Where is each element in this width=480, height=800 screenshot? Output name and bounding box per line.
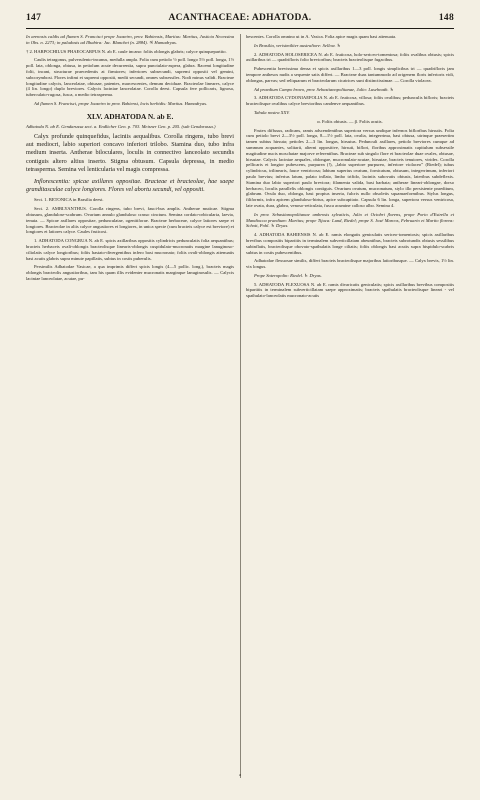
signature-mark: a [239, 772, 241, 777]
running-title: ACANTHACEAE: ADHATODA. [168, 13, 312, 23]
genus-citation: Adhatoda N. ab E. Gendarussa sect. a. Endlicher Gen. p. 703. Meisner Gen. p. 205. (sub Gendarussa.) [26, 123, 216, 129]
left-paragraph: In arenosis caldis ad flumen S. Francisci prope Joazeiro, prov. Bahiensis, Martius: Martius, Justicia Necessina in Obs. n. 2273; in paludosis ad Ilhabira: Jac. Blanchet (n. 2884). ♃ Hamadryas. [26, 34, 234, 45]
species-heading: † 2. HARPOCHILUS PHAEOCARPUS N. ab E. caule incano: foliis oblongis glabris; calyce quinquepartito. [26, 48, 227, 54]
genus-heading: XLV. ADHATODA N. ab E. [86, 111, 174, 121]
genus-inflorescence: Inflorescentia: spicae axillares oppositae. Bracteae et bracteolae, hae saepe granditasculae calyce longiores. Flores vel abortu secundi, vel oppositi. [26, 177, 234, 193]
species-2-description: Pubescentia brevissima densa et spicis axillaribus 1—3 poll. longis simplicibus tri — quadrifloris jam tempore anthesos nudis a sequente satis differt. — Bracteae duas tantummodo ad origenem floris inferioris vidi, oblongas, parvas; sed reliquarum et bracteolarum cicatrices sunt distinctissimae. — Corolla violacea. [246, 66, 454, 83]
species-2-heading: 2. ADHATODA HOLOSERICEA N. ab E. fruticosa, holo-sericeo-tomentosa; foliis ovalibus obtusis; spicis axillaribus tri — quadrifloris folio brevioribus; bracteis bracteolisque fugacibus. [246, 51, 454, 63]
right-paragraph: bescentes. Corolla omnino ut in A. Vasica. Folia apice magis quam basi attenuata. [246, 34, 397, 39]
species-2-locality: Ad praedium Campo bravo, prov. Sebastianopolitanae, Julio: Lusehnath. ♄ [254, 86, 394, 92]
varieties-line: α. Foliis obtusis. — β. Foliis acutis. [317, 118, 383, 124]
left-column [26, 34, 234, 285]
species-1-heading: 1. ADHATODA CONGRUA N. ab E. spicis axillaribus oppositis cylindricis pedunculatis folia aequantibus; bracteis herbaceis ovali-oblongis bracteolisque linearis-oblongis cuspidulato-mucronatis margine lanuginoso-ciliolatis calyce longioribus; foliis hastato-divergentibus infero basi mucronato; foliis ovali-oblongis attenuatis basi acutis glabris supra minute papillatis, subtus in costis puberulis. [26, 238, 234, 261]
species-4-description: Adhatodae flexuosae similis, differt bracteis bracteolisque majoribus latioribusque. — Calyx brevis, 1½ lin. vix longus. [246, 258, 454, 270]
header-rule [26, 28, 454, 29]
right-column [246, 34, 454, 302]
locality-paragraph: Ad flumen S. Francisci, prope Joazeiro in prov. Bahiensi, locis herbidis: Martius. Hamadryas. [34, 100, 208, 106]
species-1-description: Persimilis Adhatodae Vasicae, a qua imprimis differt spicis longis (4—5 pollic. long.), bracteis magis oblongis bracteolis angustioribus, tam his quam illis evidenter mucronatis marginque lanuginosulis. — Calycis laciniae lanceolatae, acutae, pu- [26, 264, 234, 281]
page-number-left: 147 [26, 13, 42, 23]
page-number-right: 148 [438, 13, 454, 23]
section-2: Sect. 2. AMBLYANTHUS. Corolla ringens, tubo brevi, fauci-bus amplis. Antherae muticae. Stigma obtusum, glandulose-scabrum. Ovarium annulo glanduloso crasso cinctum. Semina cordato-orbicularia, laevia, tenuia. — Spicae axillares oppositae, pedunculatae, ogenitiforae. Bracteae herbaceae, calyce latiores saepe et longiores. Bracteolae in aliis calyce angustiores et longiores, in unica specie (cum bracteis calyce est breviore) et longiores et latiores calyce. Caules fruticosi. [26, 206, 234, 235]
locality-paragraph: In Brasilia, verisimiliter australiore: Sellow. ♄ [254, 42, 341, 48]
species-3-locality: In prov. Sebastianopolitanae umbrosis sylvaticis, Julio et Octobri florens, prope Porto d'Estrella et Mandiocca praedium: Martius; prope Tijuca: Lund, Riedel; prope S. José Marcos, Februario et Martio florens: Schott, Pohl. ♄ Dryas. [246, 211, 454, 229]
genus-characters: Calyx profunde quinquefidus, laciniis aequalibus. Corolla ringens, tubo brevi aut mediocri, labio superiori concavo inferiori trilobo. Stamina duo, tubo infra medium inserta. Antherae biloculares, loculis in connectivo lanceolato secundis contiguis altero altius inserto. Stigma obtusum. Capsula depressa, in medio tetrasperma. Semina vel lenticularia vel magis compressa. [26, 132, 234, 174]
species-3-description: Frutex diffusus, radicans, ramis adscendentibus superiora versus undique infernos bifloribus hirsutis. Folia cum petiolo brevi 2—3½ poll. longa, 8—1½ poll. lata, ovalia, integerrima, basi obtusa, utrinque praesertim tamen subtus hirsuta; petioles 2—3 lin. longas, hirsutus. Pedunculi axillares, petiolo breviores cumque ad summum acquantes, solitarii, alterni oppositive, hirsuti, biflori, floribus approximatis capitulum subsessile magitudine nucis moschatae majorve referentibus. Bracteae sub singulo flore et bracteolae duae ovales, obtusae, hirsutae. Calycis laciniae aequales, oblongae, mucronulato-acutae, hirsutae, bracteis tenuiores, virides. Corolla pellicaris et longior pubescens, purpurea (!), „labio superiore purpureo, inferiore violaceo” (Riedel); tubus cylindricus, trilinearis, fauce ventricosa; labium superius ovatum, fornicatum, obtusum, integerrimum, inferiori paulo brevius; inferius latum, palato inflato, limbo trifido, laciniis subovatis obtusis, lateribus subdeflexis. Stamina duo labio superiori paulo breviora; filamenta valida, basi barbata; antherae lineari-oblongae, dorso herbaceo, loculis parallelis oblongis contiguis. Ovarium ovatum, mucronatum, stylo illo persistente praeditum, glabrum. Ovula duo, oblonga, basi propius inserta, fulcris nullo obsoletis squamaeformibus. Stylus longus, filiformis, infra apicem glanduloso-hirtus, apice subcapitato. Capsula 6 lin. longa, superiora versus ventricosa, late ovata, dura, glabra, venoso-reticulata, fusca acumine calloso albo. Semina 4. [246, 127, 454, 208]
section-1: Sect. 1. BETONICA in Brasilia deest. [34, 197, 104, 203]
species-description: Caulis tetragonus, pulverulento-incanus, medulla ampla. Folia cum petiolo ½ poll. longo 5½ poll. longa, 1½ poll. lata, oblonga, obtusa, in petiolum acute decurrentia, supra punctulato-aspera, glabra. Racemi longitudine folii, incani, structurae praecedentis at firmiores; inferiores subsecundi, supremi oppositi vel gemini, subcorymbosi. Flores infimi et supremi oppositi, medii secundi, omnes subsessiles. Nodi minus validi. Bracteae longitudine calycis, lanceolatae, obtusae, patentes, marcescentes, demum deciduae. Bracteolae lineares, calyce (4 lin. longo) duplo breviores. Calycis laciniae lanceolatae. Corolla deest. Capsula fere pollicaris, lignosa, tuberculato-rugosa, fusca, a medio tetrasperma. [26, 57, 234, 98]
species-3-heading: 3. ADHATODA CYDONIAEFOLIA N. ab E. fruticosa, villosa; foliis ovalibus; pedunculis bifloris; bracteis bracteolisque ovalibus calyce brevioribus candenve aequantibus. [246, 95, 454, 107]
species-5-heading: 5. ADHATODA FLEXUOSA N. ab E. ramis divaricatis geniculatis; spicis axillaribus brevibus compositis bipartitis in terminalem subverticillatam saepe approximatis; bracteis spathulatis bracteolisque lineari - vel spathulato-lanceolatis mucronato-acutis [246, 281, 454, 299]
column-divider [240, 34, 241, 778]
species-4-heading: 4. ADHATODA BAHIENSIS N. ab E. ramis elongatis geniculatis sericeo-tomentosis; spicis axillaribus brevibus compositis bipartitis in terminalem subverticillatam abeuntibus, bracteis subrotundis obtusis sessilibus subinflatis, bracteolisque obovato-spathulatis longe ciliatis; foliis oblongis basi acutis supra hispidulo-scabris subtus in costis pubescentibus. [246, 232, 454, 255]
plate-reference: Tabula nostra XXV. [254, 109, 290, 115]
species-4-locality: Prope Soteropolin: Riedel. ♄ Dryas. [254, 272, 322, 278]
page-header [26, 8, 454, 28]
